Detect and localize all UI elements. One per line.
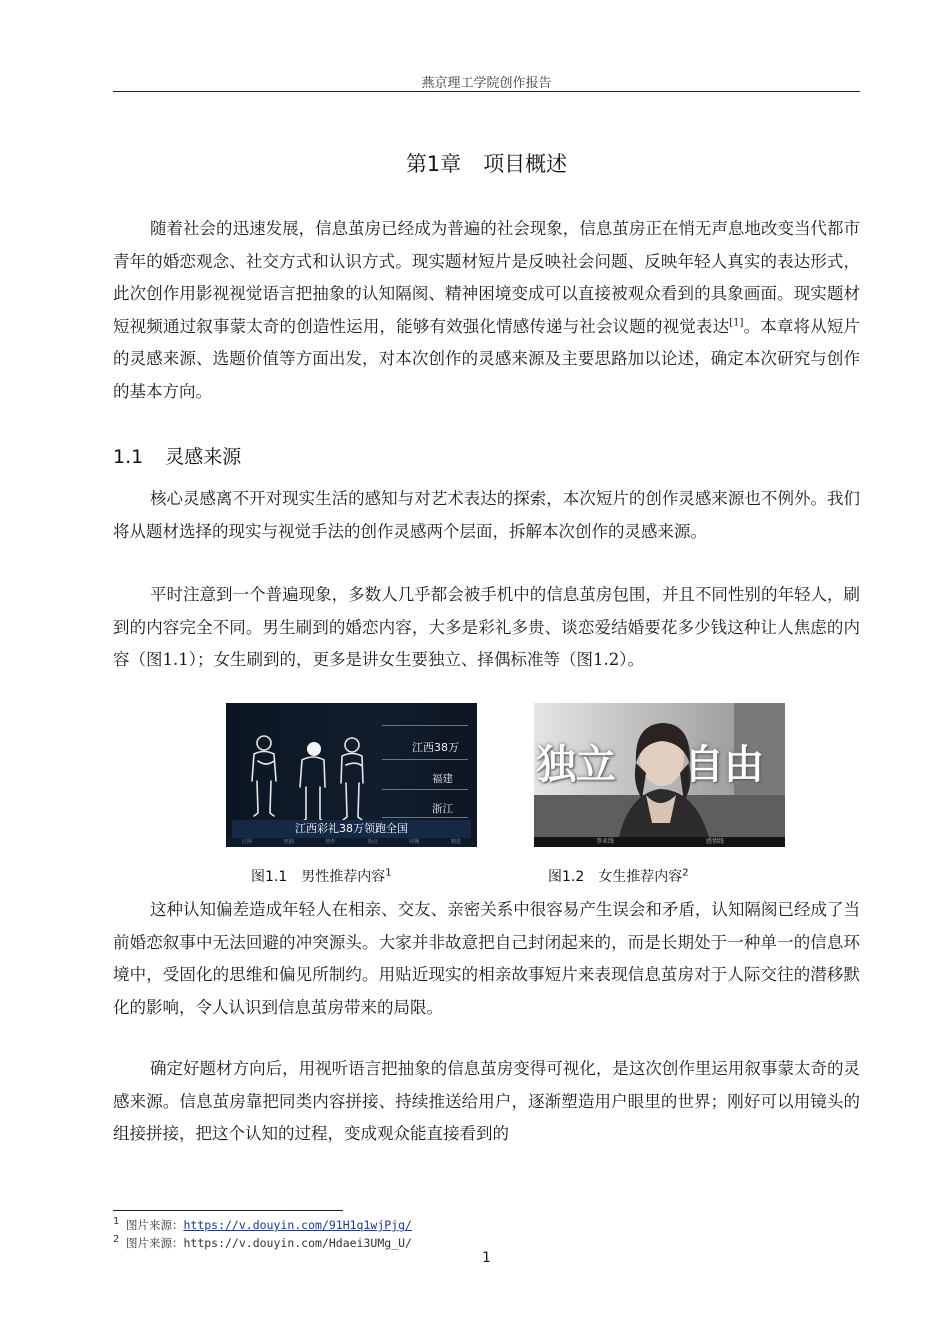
page-number: 1 <box>482 1250 491 1266</box>
footnote-url: https://v.douyin.com/Hdaei3UMg_U/ <box>183 1236 412 1250</box>
overlay-word: 自由 <box>684 741 764 788</box>
paragraph-text: 这种认知偏差造成年轻人在相亲、交友、亲密关系中很容易产生误会和矛盾，认知隔阂已经成了当前婚恋叙事中无法回避的冲突源头。大家并非故意把自己封闭起来的，而是长期处于一种单一的信息环境中，受固化的思维和偏见所制约。用贴近现实的相亲故事短片来表现信息茧房对于人际交往的潜移默化的影响，令人认识到信息茧房带来的局限。 <box>113 900 860 1017</box>
menu-item: 同城 <box>409 839 420 845</box>
menu-item: 短剧 <box>283 839 294 845</box>
paragraph <box>113 579 860 677</box>
chapter-heading <box>113 148 860 178</box>
paragraph <box>113 483 860 548</box>
section-title: 灵感来源 <box>165 446 242 468</box>
figure-label: 福建 <box>432 773 453 785</box>
menu-item: 热点 <box>367 839 378 845</box>
menu-item: 精选 <box>451 839 462 845</box>
figure-male-content-image <box>226 703 477 847</box>
footnote <box>113 1235 412 1251</box>
caption-text: 男性推荐内容 <box>301 869 386 885</box>
section-number: 1.1 <box>113 446 144 468</box>
menu-item: 感情线 <box>706 838 725 845</box>
header-rule <box>113 91 860 92</box>
footnote-label: 图片来源： <box>125 1236 184 1250</box>
figure-female-content-image <box>534 703 785 847</box>
caption-number: 图1.2 <box>548 869 585 885</box>
figure-label: 浙江 <box>432 803 453 815</box>
intro-text: 随着社会的迅速发展，信息茧房已经成为普遍的社会现象，信息茧房正在悄无声息地改变当代都市青年的婚恋观念、社交方式和认识方式。现实题材短片是反映社会问题、反映年轻人真实的表达形式，此次创作用影视视觉语言把抽象的认知隔阂、精神困境变成可以直接被观众看到的具象画面。现实题材短视频通过叙事蒙太奇的创造性运用，能够有效强化情感传递与社会议题的视觉表达 <box>113 219 860 336</box>
menu-item: 事业线 <box>596 838 615 845</box>
chapter-number: 第1章 <box>405 152 462 176</box>
figure-caption <box>251 866 392 886</box>
footnote-mark: 2 <box>113 1234 120 1246</box>
figure-menu-bar <box>226 838 477 847</box>
footnote-marker[interactable]: 2 <box>682 867 689 879</box>
caption-number: 图1.1 <box>251 869 288 885</box>
intro-paragraph <box>113 213 860 408</box>
menu-item: 订阅 <box>241 839 252 845</box>
paragraph <box>113 1053 860 1151</box>
overlay-word: 独立 <box>536 741 616 788</box>
section-heading <box>113 442 241 469</box>
footnote-marker[interactable]: 1 <box>385 867 392 879</box>
page-header: 燕京理工学院创作报告 <box>421 76 552 91</box>
footnote-mark: 1 <box>113 1216 120 1228</box>
paragraph-text: 核心灵感离不开对现实生活的感知与对艺术表达的探索，本次短片的创作灵感来源也不例外。我们将从题材选择的现实与视觉手法的创作灵感两个层面，拆解本次创作的灵感来源。 <box>113 489 860 541</box>
figure-caption <box>548 866 689 886</box>
figure-menu-bar <box>534 837 785 847</box>
footnote-label: 图片来源： <box>125 1218 184 1232</box>
figure-label: 江西38万 <box>412 741 459 754</box>
male-figures-illustration <box>236 721 386 831</box>
chapter-title: 项目概述 <box>483 152 568 176</box>
menu-item: 推荐 <box>325 839 336 845</box>
footnote <box>113 1217 412 1233</box>
paragraph-text: 确定好题材方向后，用视听语言把抽象的信息茧房变得可视化，是这次创作里运用叙事蒙太奇的灵感来源。信息茧房靠把同类内容拼接、持续推送给用户，逐渐塑造用户眼里的世界；刚好可以用镜头的组接拼接，把这个认知的过程，变成观众能直接看到的 <box>113 1059 860 1143</box>
intro-text-end: 。本章将从短片的灵感来源、选题价值等方面出发，对本次创作的灵感来源及主要思路加以论述，确定本次研究与创作的基本方向。 <box>113 316 861 401</box>
footnote-link[interactable]: https://v.douyin.com/91H1q1wjPjg/ <box>183 1218 412 1232</box>
citation-ref[interactable]: [1] <box>729 317 744 328</box>
paragraph <box>113 894 860 1024</box>
figure-banner: 江西彩礼38万领跑全国 <box>232 820 471 838</box>
paragraph-text: 平时注意到一个普遍现象，多数人几乎都会被手机中的信息茧房包围，并且不同性别的年轻人，刷到的内容完全不同。男生刷到的婚恋内容，大多是彩礼多贵、谈恋爱结婚要花多少钱这种让人焦虑的内容（图1.1）；女生刷到的，更多是讲女生要独立、择偶标准等（图1.2）。 <box>113 585 860 669</box>
footnote-rule <box>113 1210 343 1211</box>
caption-text: 女生推荐内容 <box>598 869 683 885</box>
